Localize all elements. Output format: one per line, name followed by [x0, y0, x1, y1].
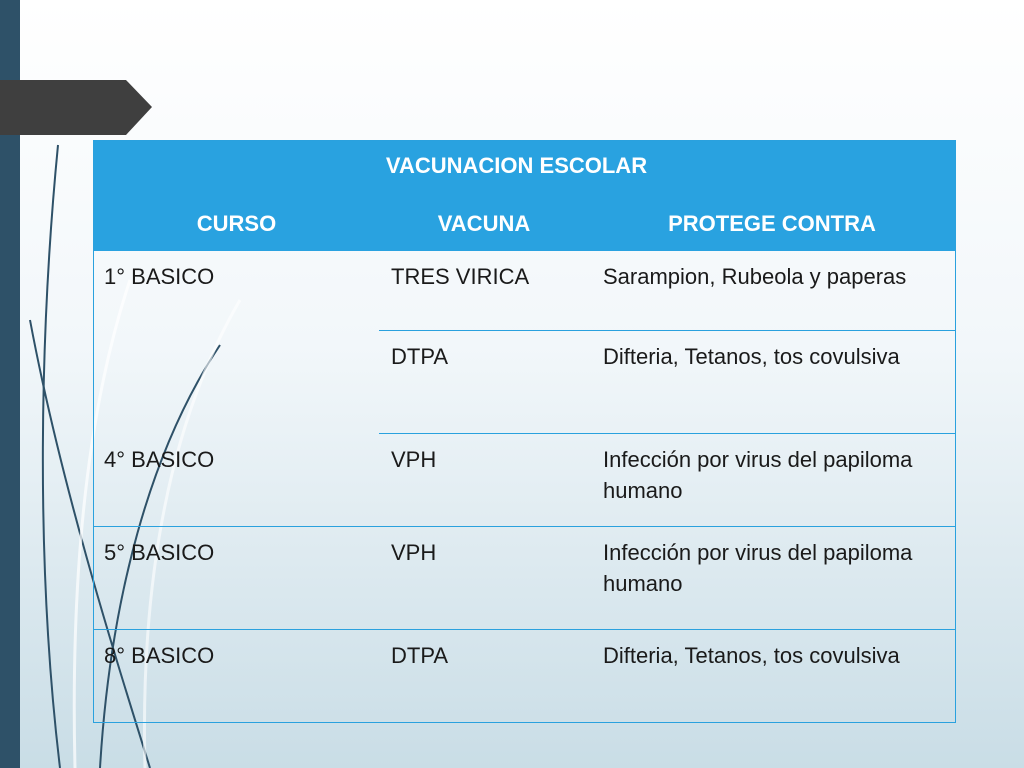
- table-header: [94, 141, 955, 251]
- cell-protege: Infección por virus del papiloma humano: [603, 447, 913, 503]
- column-header-protege: PROTEGE CONTRA: [668, 211, 876, 236]
- cell-vacuna: VPH: [391, 447, 437, 472]
- table-body: [94, 251, 955, 722]
- cell-curso: 5° BASICO: [104, 540, 215, 565]
- cell-vacuna: DTPA: [391, 643, 449, 668]
- cell-protege: Infección por virus del papiloma humano: [603, 540, 913, 596]
- column-header-vacuna: VACUNA: [437, 211, 531, 236]
- cell-vacuna: TRES VIRICA: [379, 251, 589, 331]
- column-headers: [94, 211, 955, 237]
- cell-protege: Difteria, Tetanos, tos covulsiva: [589, 331, 955, 434]
- table-row: [94, 630, 955, 722]
- table-title: [94, 153, 955, 179]
- vaccination-table: [93, 140, 956, 723]
- table-row: [94, 527, 955, 630]
- cell-protege: Sarampion, Rubeola y paperas: [589, 251, 955, 331]
- cell-protege: Difteria, Tetanos, tos covulsiva: [603, 643, 900, 668]
- cell-curso: 8° BASICO: [104, 643, 215, 668]
- cell-vacuna: DTPA: [379, 331, 589, 434]
- cell-curso: 1° BASICO: [104, 264, 215, 289]
- table-row: [94, 434, 955, 527]
- cell-vacuna: VPH: [391, 540, 437, 565]
- cell-curso: [94, 331, 379, 434]
- arrow-tab-shape: [0, 80, 152, 135]
- table-row: [94, 331, 955, 434]
- column-header-curso: CURSO: [196, 211, 277, 236]
- table-title-text: VACUNACION ESCOLAR: [385, 153, 648, 178]
- cell-curso: 4° BASICO: [104, 447, 215, 472]
- table-row: [94, 251, 955, 331]
